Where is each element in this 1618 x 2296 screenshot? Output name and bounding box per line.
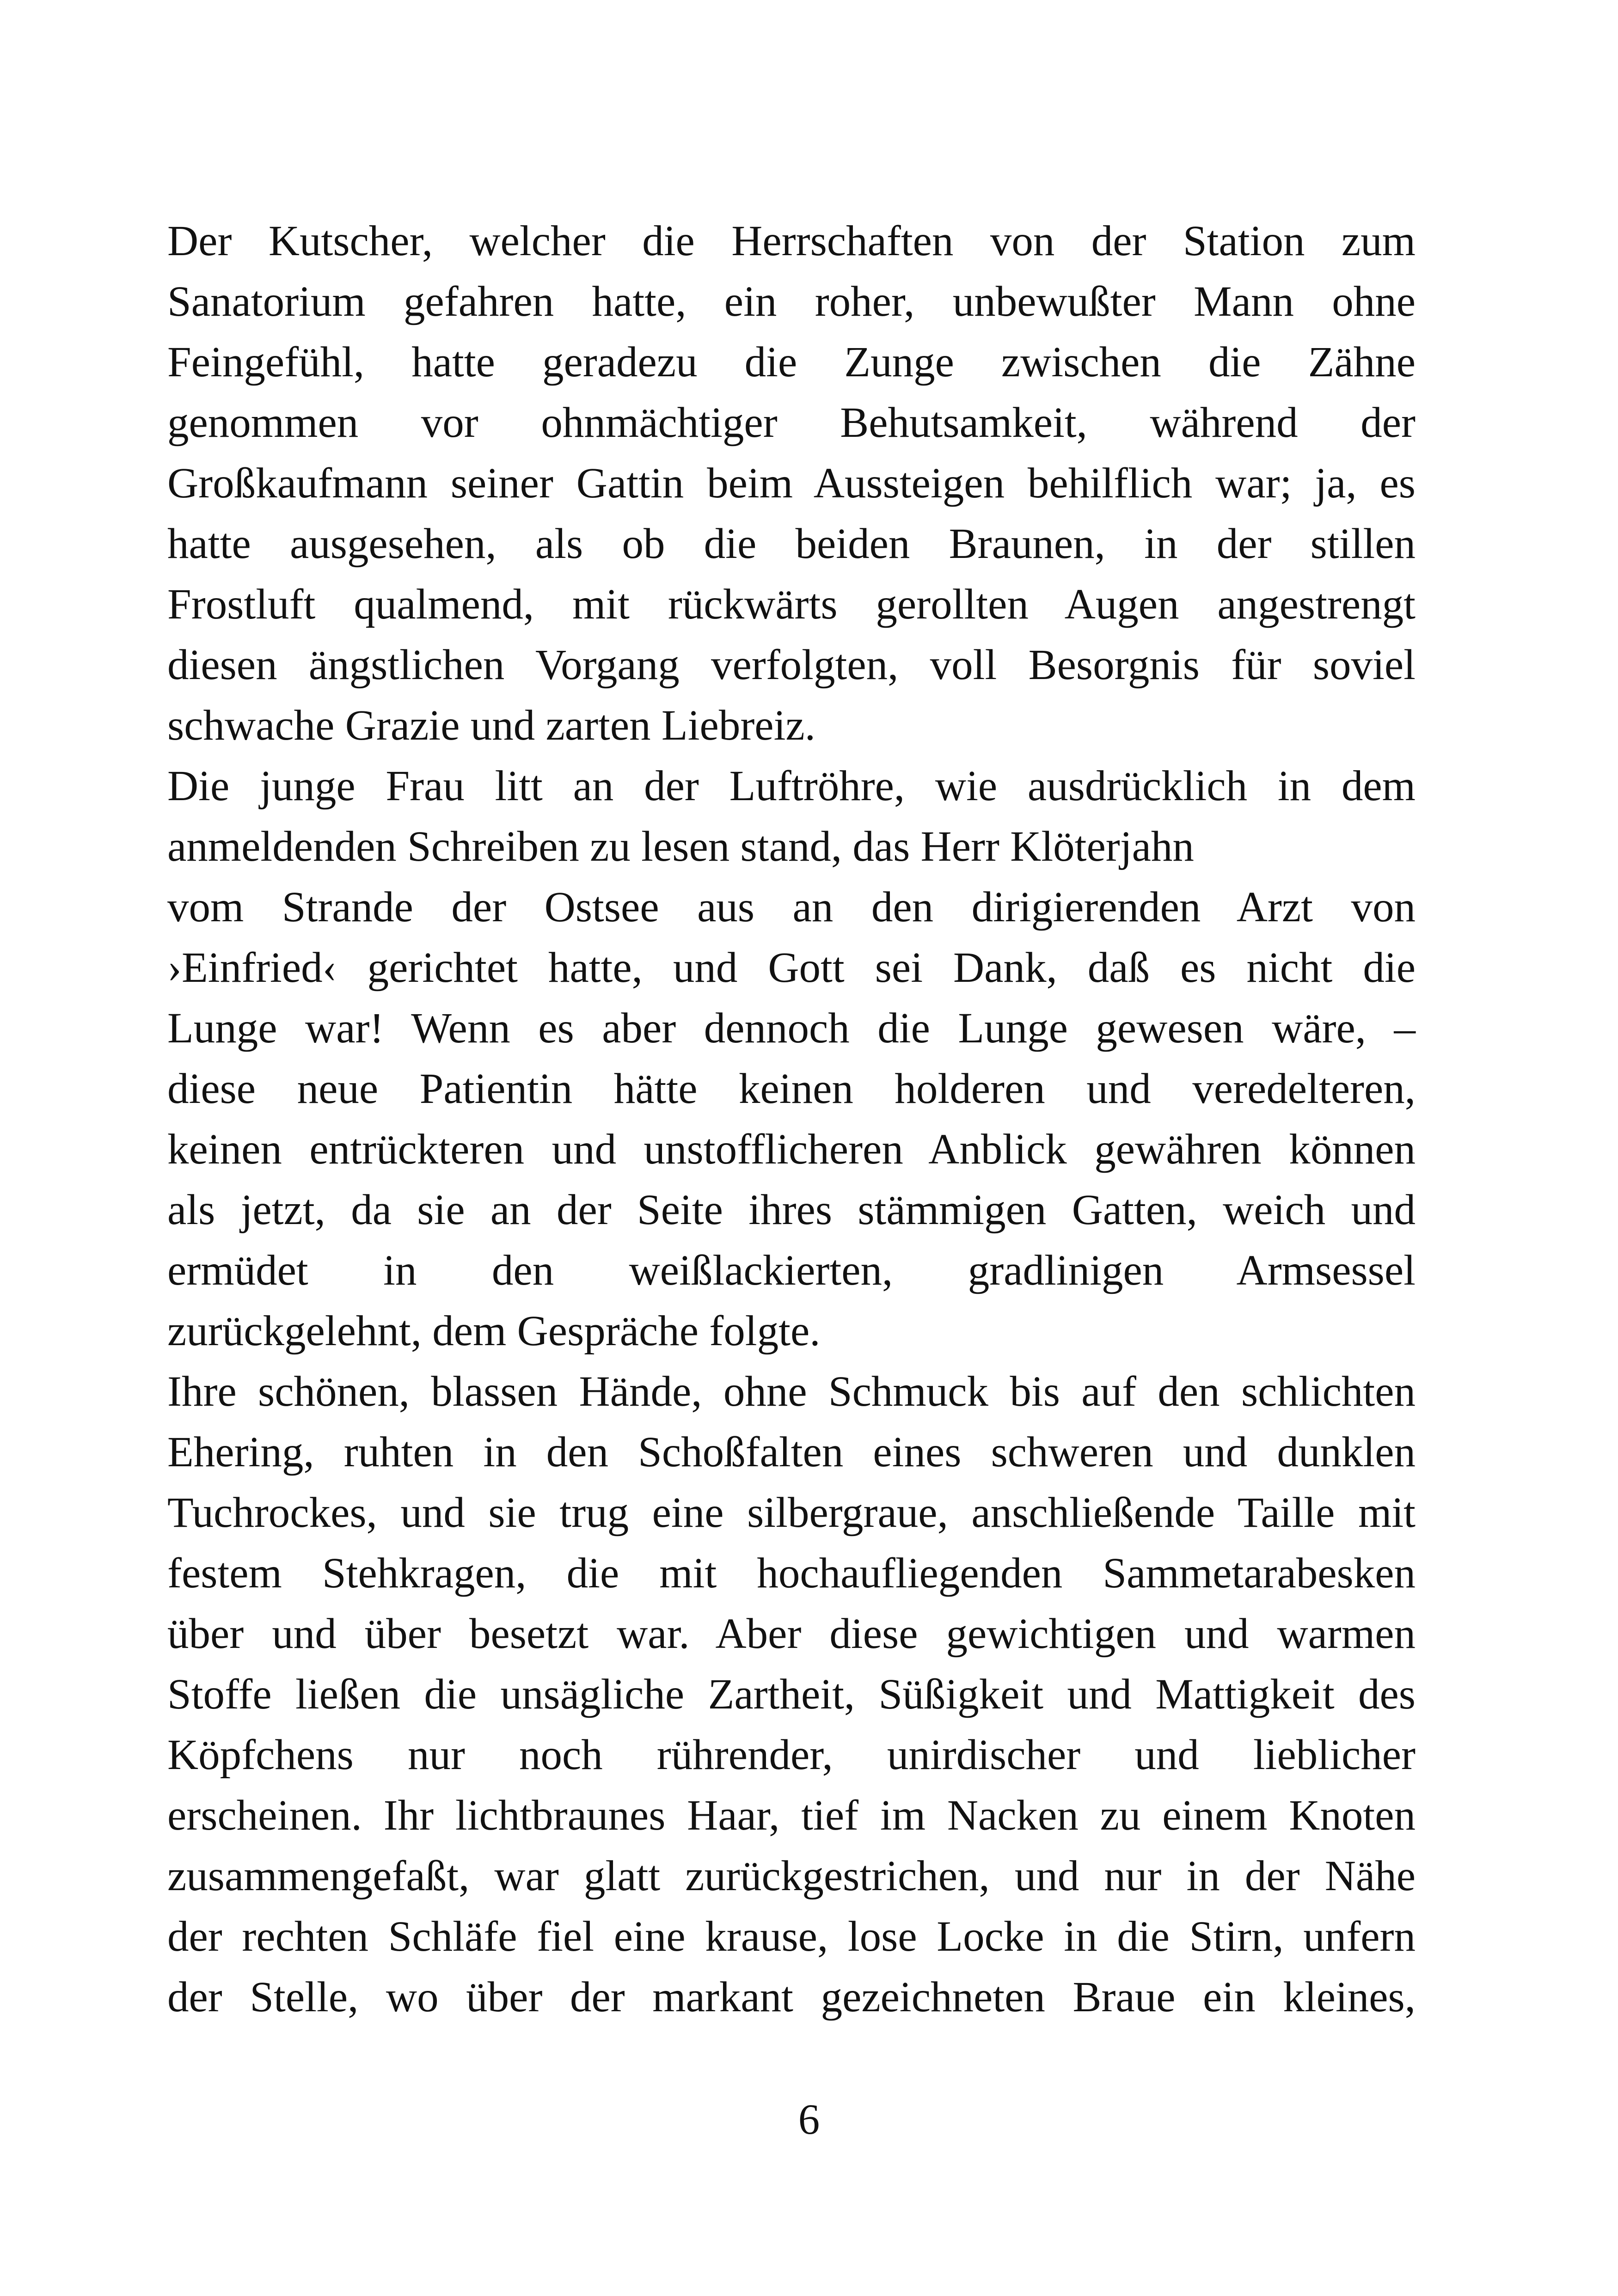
text-line: Großkaufmann seiner Gattin beim Aussteigen behilflich war; ja, es [167, 459, 1416, 507]
text-line: diese neue Patientin hätte keinen holderen und veredelteren, [167, 1065, 1416, 1113]
text-line: der rechten Schläfe fiel eine krause, lose Locke in die Stirn, unfern [167, 1913, 1416, 1960]
text-line: vom Strande der Ostsee aus an den dirigierenden Arzt von [167, 883, 1416, 931]
text-line: ermüdet in den weißlackierten, gradlinigen Armsessel [167, 1247, 1416, 1294]
text-line: Sanatorium gefahren hatte, ein roher, unbewußter Mann ohne [167, 278, 1416, 325]
text-line: genommen vor ohnmächtiger Behutsamkeit, während der [167, 399, 1416, 447]
text-line: diesen ängstlichen Vorgang verfolgten, voll Besorgnis für soviel [167, 641, 1416, 689]
text-line: anmeldenden Schreiben zu lesen stand, das Herr Klöterjahn [167, 823, 1194, 870]
text-line: Feingefühl, hatte geradezu die Zunge zwischen die Zähne [167, 338, 1416, 386]
text-line: schwache Grazie und zarten Liebreiz. [167, 702, 815, 749]
text-line: hatte ausgesehen, als ob die beiden Braunen, in der stillen [167, 520, 1416, 568]
text-line: ›Einfried‹ gerichtet hatte, und Gott sei Dank, daß es nicht die [167, 944, 1416, 992]
text-line: Frostluft qualmend, mit rückwärts gerollten Augen angestrengt [167, 581, 1416, 628]
text-line: Stoffe ließen die unsägliche Zartheit, Süßigkeit und Mattigkeit des [167, 1671, 1416, 1718]
body-text [167, 211, 1416, 2027]
text-line: keinen entrückteren und unstofflicheren Anblick gewähren können [167, 1126, 1416, 1173]
text-line: der Stelle, wo über der markant gezeichneten Braue ein kleines, [167, 1973, 1416, 2021]
text-line: Ehering, ruhten in den Schoßfalten eines schweren und dunklen [167, 1428, 1416, 1476]
text-line: zusammengefaßt, war glatt zurückgestrichen, und nur in der Nähe [167, 1852, 1416, 1900]
page-number: 6 [798, 2096, 820, 2143]
text-line: Lunge war! Wenn es aber dennoch die Lunge gewesen wäre, – [167, 1004, 1416, 1052]
text-line: festem Stehkragen, die mit hochaufliegenden Sammetarabesken [167, 1549, 1416, 1597]
text-line: Köpfchens nur noch rührender, unirdischer und lieblicher [167, 1731, 1416, 1779]
text-line: erscheinen. Ihr lichtbraunes Haar, tief im Nacken zu einem Knoten [167, 1792, 1416, 1839]
text-line: Tuchrockes, und sie trug eine silbergraue, anschließende Taille mit [167, 1489, 1416, 1537]
text-line: Ihre schönen, blassen Hände, ohne Schmuck bis auf den schlichten [167, 1368, 1416, 1415]
text-line: zurückgelehnt, dem Gespräche folgte. [167, 1307, 821, 1355]
text-line: als jetzt, da sie an der Seite ihres stämmigen Gatten, weich und [167, 1186, 1416, 1234]
text-line: Der Kutscher, welcher die Herrschaften von der Station zum [167, 217, 1416, 265]
text-line: über und über besetzt war. Aber diese gewichtigen und warmen [167, 1610, 1416, 1658]
text-line: Die junge Frau litt an der Luftröhre, wie ausdrücklich in dem [167, 762, 1416, 810]
